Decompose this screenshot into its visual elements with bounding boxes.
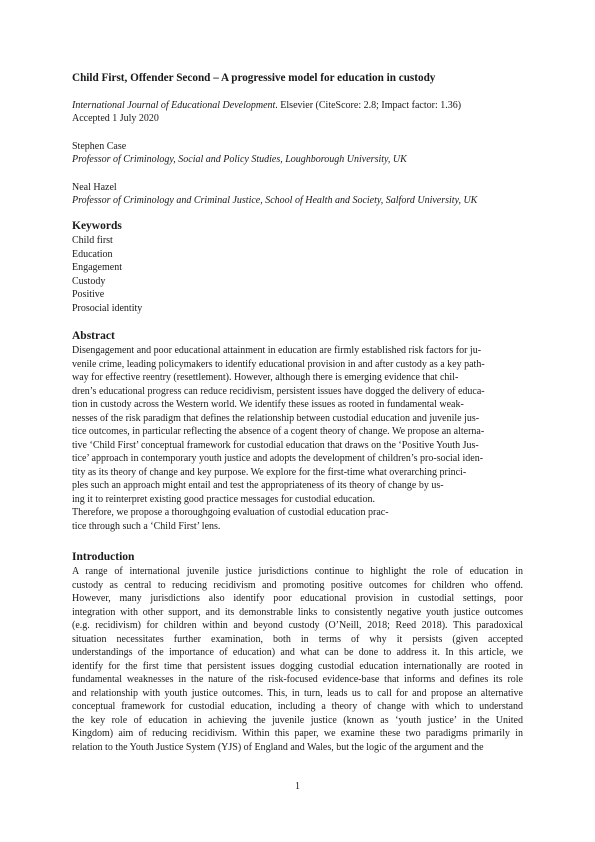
abstract-line: nesses of the risk paradigm that defines the relationship between custodial education and juvenile jus- — [72, 412, 480, 424]
author-name: Neal Hazel — [72, 182, 117, 193]
journal-name: International Journal of Educational Development — [72, 100, 276, 111]
publication-info — [72, 99, 461, 113]
publication-details: . Elsevier (CiteScore: 2.8; Impact factor: 1.36) — [275, 100, 462, 111]
keywords-heading: Keywords — [72, 220, 122, 232]
abstract-line: tity as its theory of change and key purpose. We explore for the first-time what overarching princi- — [72, 466, 467, 478]
introduction-line: and relationship with youth justice outcomes. This, in turn, leads us to call for and propose an alternative — [72, 687, 523, 699]
keywords-list — [72, 234, 142, 316]
keyword-item: Positive — [72, 289, 105, 301]
keyword-item: Engagement — [72, 262, 122, 274]
introduction-line: integration with other support, and its demonstrable links to consistently negative youth justice outcomes — [72, 606, 523, 618]
accepted-date: Accepted 1 July 2020 — [72, 113, 159, 124]
abstract-line: venile crime, leading policymakers to identify educational provision in and after custody as a key path- — [72, 358, 485, 370]
introduction-line: understandings of the importance of education) and what can be done to address it. In this article, we — [72, 647, 523, 658]
abstract-line: dren’s educational progress can reduce recidivism, persistent issues have dogged the delivery of educa- — [72, 385, 485, 397]
introduction-body — [72, 565, 523, 754]
abstract-line: tice’ approach in contemporary youth justice and adopts the development of children’s pro-social iden- — [72, 453, 484, 464]
abstract-body — [72, 344, 523, 533]
author-affiliation: Professor of Criminology and Criminal Justice, School of Health and Society, Salford University, UK — [72, 195, 478, 206]
author-affiliation: Professor of Criminology, Social and Policy Studies, Loughborough University, UK — [72, 154, 407, 165]
keyword-item: Child first — [72, 235, 113, 246]
abstract-line: ples such an approach might entail and test the appropriateness of its theory of change by us- — [72, 480, 444, 491]
introduction-line: identify for the first time that persistent issues dogging custodial education internationally are rooted in — [72, 660, 523, 672]
introduction-line: fundamental weaknesses in the nature of the risk-focused evidence-base that informs and defines its role — [72, 674, 523, 685]
introduction-line: conceptual framework for custodial education, including a theory of change with which to understand — [72, 701, 523, 712]
abstract-heading: Abstract — [72, 330, 115, 342]
page-number: 1 — [295, 781, 300, 792]
abstract-line: way for effective reentry (resettlement). However, although there is emerging evidence that chil- — [72, 372, 459, 383]
author-name: Stephen Case — [72, 141, 127, 152]
introduction-line: custody as central to reducing recidivism and promoting positive outcomes for children who offend. — [72, 579, 523, 591]
introduction-line: situation necessitates further examination, both in terms of why it persists (given accepted — [72, 633, 523, 645]
abstract-line: tice through such a ‘Child First’ lens. — [72, 520, 221, 532]
abstract-line: tive ‘Child First’ conceptual framework for custodial education that draws on the ‘Positive Youth Jus- — [72, 439, 479, 451]
introduction-line: relation to the Youth Justice System (YJS) of England and Wales, but the logic of the argument and the — [72, 741, 484, 753]
introduction-line: Kingdom) aim of reducing recidivism. Within this paper, we examine these two paradigms primarily in — [72, 728, 523, 739]
keyword-item: Custody — [72, 275, 106, 287]
introduction-heading: Introduction — [72, 551, 135, 563]
keyword-item: Education — [72, 248, 113, 260]
abstract-line: ing it to reinterpret existing good practice messages for custodial education. — [72, 493, 375, 505]
abstract-line: tion in custody across the Western world. We identify these issues as rooted in fundamental weak- — [72, 399, 464, 410]
introduction-line: A range of international juvenile justice jurisdictions continue to highlight the role of education in — [72, 566, 523, 577]
abstract-line: Therefore, we propose a thoroughgoing evaluation of custodial education prac- — [72, 507, 389, 518]
keyword-item: Prosocial identity — [72, 302, 143, 314]
abstract-line: Disengagement and poor educational attainment in education are firmly established risk factors for ju- — [72, 345, 482, 356]
abstract-line: tice outcomes, in particular reflecting the absence of a cogent theory of change. We propose an alterna- — [72, 426, 485, 437]
paper-title: Child First, Offender Second – A progressive model for education in custody — [72, 72, 436, 84]
introduction-line: (e.g. recidivism) for children within and beyond custody (O’Neill, 2018; Reed 2018). This paradoxical — [72, 620, 523, 631]
introduction-line: the key role of education in achieving the juvenile justice (known as ‘youth justice’ in the United — [72, 714, 523, 726]
introduction-line: However, many jurisdictions also identify poor educational provision in custodial settings, poor — [72, 593, 523, 604]
